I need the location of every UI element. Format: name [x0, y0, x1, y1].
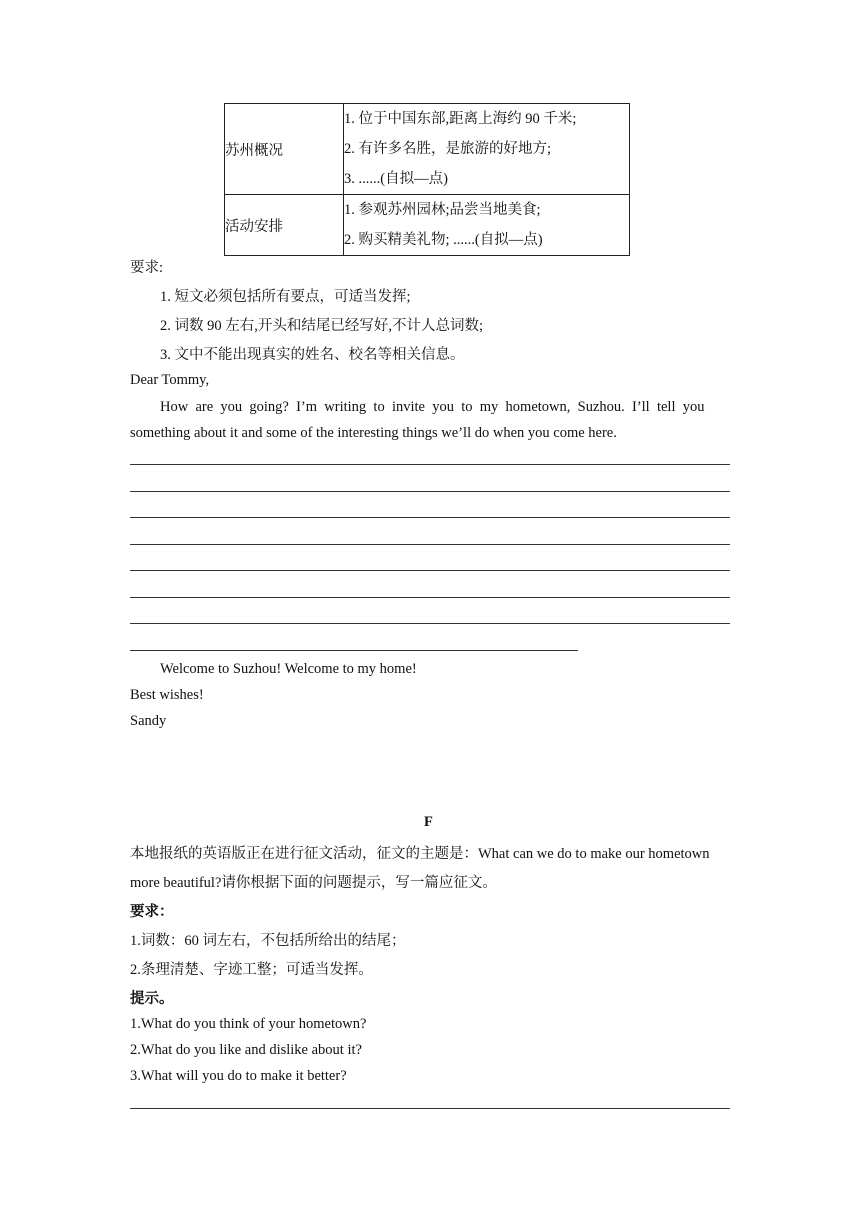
- letter-closing: Welcome to Suzhou! Welcome to my home!: [160, 661, 417, 677]
- table-row: [225, 104, 630, 195]
- hint-item: 3.What will you do to make it better?: [130, 1068, 347, 1084]
- row-label: 活动安排: [225, 195, 344, 256]
- hint-item: 2.What do you like and dislike about it?: [130, 1042, 362, 1058]
- requirement-item: 3. 文中不能出现真实的姓名、校名等相关信息。: [160, 347, 465, 363]
- row-items: [344, 195, 630, 256]
- list-item: 2. 购买精美礼物; ......(自拟—点): [344, 232, 543, 248]
- letter-greeting: Dear Tommy,: [130, 372, 210, 388]
- writing-line[interactable]: [130, 517, 730, 518]
- section-intro-line: more beautiful?请你根据下面的问题提示，写一篇应征文。: [130, 875, 497, 891]
- letter-body-line: something about it and some of the interesting things we’ll do when you come here.: [130, 425, 617, 441]
- list-item: 1. 参观苏州园林;品尝当地美食;: [344, 202, 541, 218]
- letter-signoff: Best wishes!: [130, 687, 204, 703]
- writing-line[interactable]: [130, 464, 730, 465]
- section-intro-line: 本地报纸的英语版正在进行征文活动，征文的主题是：What can we do to make our hometown: [130, 846, 710, 862]
- table-row: [225, 195, 630, 256]
- writing-line[interactable]: [130, 491, 730, 492]
- list-item: 1. 位于中国东部,距离上海约 90 千米;: [344, 111, 577, 127]
- writing-line[interactable]: [130, 544, 730, 545]
- requirements-heading: 要求:: [130, 260, 164, 276]
- writing-line[interactable]: [130, 597, 730, 598]
- section-title: F: [424, 814, 433, 830]
- section-req-item: 2.条理清楚、字迹工整；可适当发挥。: [130, 962, 373, 978]
- row-items: [344, 104, 630, 195]
- letter-body-line: How are you going? I’m writing to invite you to my hometown, Suzhou. I’ll tell you: [160, 399, 705, 415]
- row-label: 苏州概况: [225, 104, 344, 195]
- requirement-item: 2. 词数 90 左右,开头和结尾已经写好,不计人总词数;: [160, 318, 484, 334]
- writing-line[interactable]: [130, 623, 730, 624]
- list-item: 3. ......(自拟—点): [344, 171, 448, 187]
- hints-heading: 提示。: [130, 991, 174, 1007]
- list-item: 2. 有许多名胜，是旅游的好地方;: [344, 141, 552, 157]
- writing-line[interactable]: [130, 1108, 730, 1109]
- requirement-item: 1. 短文必须包括所有要点，可适当发挥;: [160, 289, 411, 305]
- hint-item: 1.What do you think of your hometown?: [130, 1016, 367, 1032]
- writing-line[interactable]: [130, 650, 578, 651]
- info-table: [224, 103, 630, 256]
- section-req-heading: 要求：: [130, 904, 174, 920]
- letter-signature: Sandy: [130, 713, 167, 729]
- writing-line[interactable]: [130, 570, 730, 571]
- section-req-item: 1.词数：60 词左右，不包括所给出的结尾；: [130, 933, 406, 949]
